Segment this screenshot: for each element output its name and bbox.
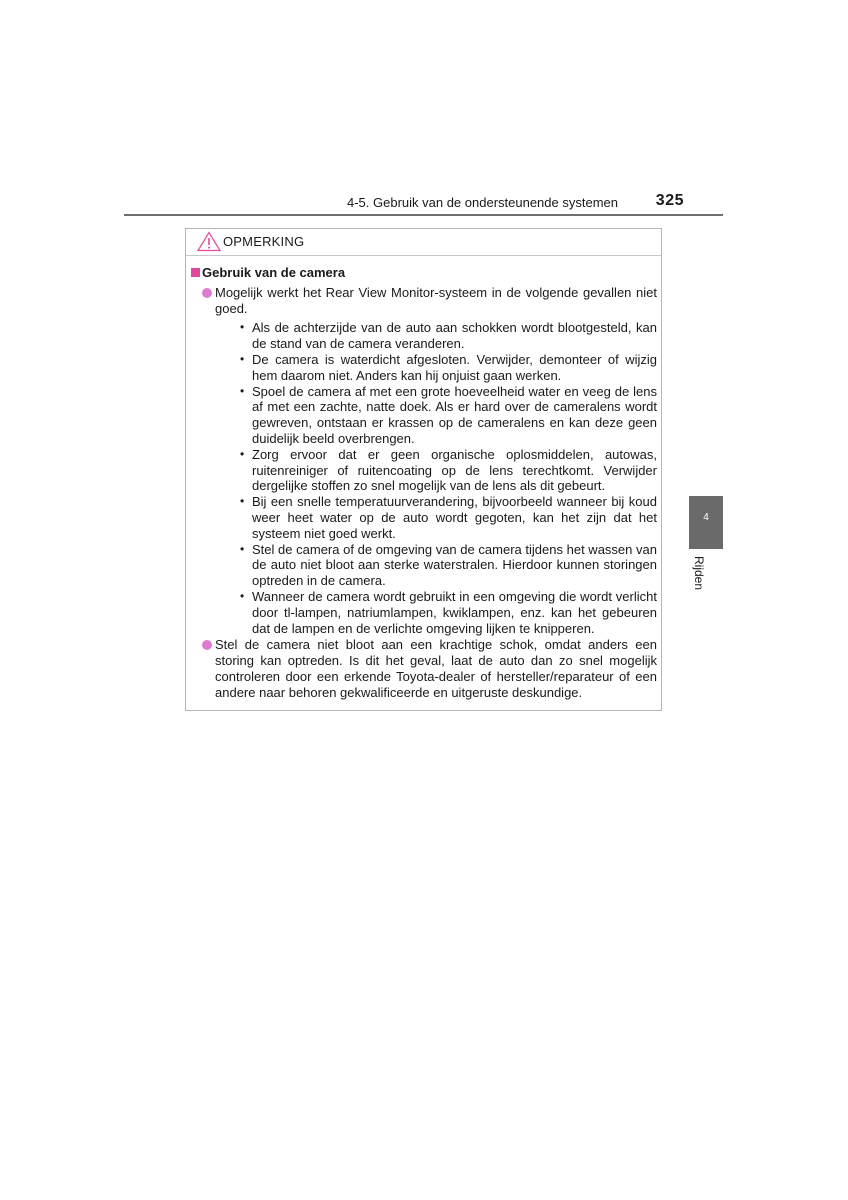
notice-subitem [215,447,657,494]
page-number: 325 [655,192,684,209]
header-divider [124,214,723,216]
notice-subitem-text: De camera is waterdicht afgesloten. Verwijder, demonteer of wijzig hem daarom niet. Anders kan hij onjuist gaan werken. [252,351,657,383]
square-bullet-icon [191,268,200,277]
notice-item [190,637,657,700]
chapter-number: 4 [703,512,709,523]
notice-section-title: Gebruik van de camera [202,265,346,280]
notice-item-text: Stel de camera niet bloot aan een krachtige schok, omdat anders een storing kan optreden. Is dit het geval, laat de auto dan zo snel mogelijk controleren door een erkende Toyota-dealer of hersteller/reparateur of een andere naar behoren gekwalificeerde en uitgeruste deskundige. [215,637,657,700]
notice-subitem-text: Zorg ervoor dat er geen organische oplosmiddelen, autowas, ruitenreiniger of ruitencoating op de lens terechtkomt. Verwijder dergelijke stoffen zo snel mogelijk van de lens als dit gebeurt. [252,446,657,494]
chapter-label: Rijden [692,556,706,591]
bullet-icon: • [240,494,245,509]
page-header [340,192,690,214]
notice-subitem [215,542,657,589]
bullet-icon: • [240,541,245,556]
notice-subitem [215,589,657,636]
notice-title: OPMERKING [223,234,305,249]
section-heading: 4-5. Gebruik van de ondersteunende systemen [346,195,618,210]
notice-subitem [215,384,657,447]
bullet-icon: • [240,588,245,603]
bullet-icon: • [240,383,245,398]
notice-subitem-text: Spoel de camera af met een grote hoeveelheid water en veeg de lens af met een zachte, natte doek. Als er hard over de cameralens wordt gewreven, ontstaan er krassen op de cameralens en kan deze geen duidelijk beeld overbrengen. [252,383,657,446]
notice-subitem-text: Wanneer de camera wordt gebruikt in een omgeving die wordt verlicht door tl-lampen, natriumlampen, kwiklampen, enz. kan het gebeuren dat de lampen en de verlichte omgeving lijken te knipperen. [252,588,657,636]
notice-subitem [215,352,657,384]
bullet-icon: • [240,351,245,366]
warning-triangle-icon [197,231,221,252]
notice-header [186,229,661,256]
notice-subitem-text: Stel de camera of de omgeving van de camera tijdens het wassen van de auto niet bloot aan sterke waterstralen. Hierdoor kunnen storingen optreden in de camera. [252,541,657,589]
notice-subitem [215,320,657,352]
notice-subitem-text: Bij een snelle temperatuurverandering, bijvoorbeeld wanneer bij koud weer heet water op de auto wordt gegoten, kan het zijn dat het systeem niet goed werkt. [252,494,657,541]
notice-section-heading [190,265,657,281]
bullet-icon: • [240,446,245,461]
notice-box [185,228,662,711]
chapter-tab [689,496,723,549]
notice-subitem-text: Als de achterzijde van de auto aan schokken wordt blootgesteld, kan de stand van de camera veranderen. [252,320,657,352]
circle-bullet-icon [202,288,212,298]
notice-content [190,265,657,701]
notice-subitem [215,494,657,541]
bullet-icon: • [240,320,245,335]
notice-item-text: Mogelijk werkt het Rear View Monitor-systeem in de volgende gevallen niet goed. [215,284,657,316]
notice-sublist [215,320,657,636]
circle-bullet-icon [202,640,212,650]
notice-item [190,285,657,637]
